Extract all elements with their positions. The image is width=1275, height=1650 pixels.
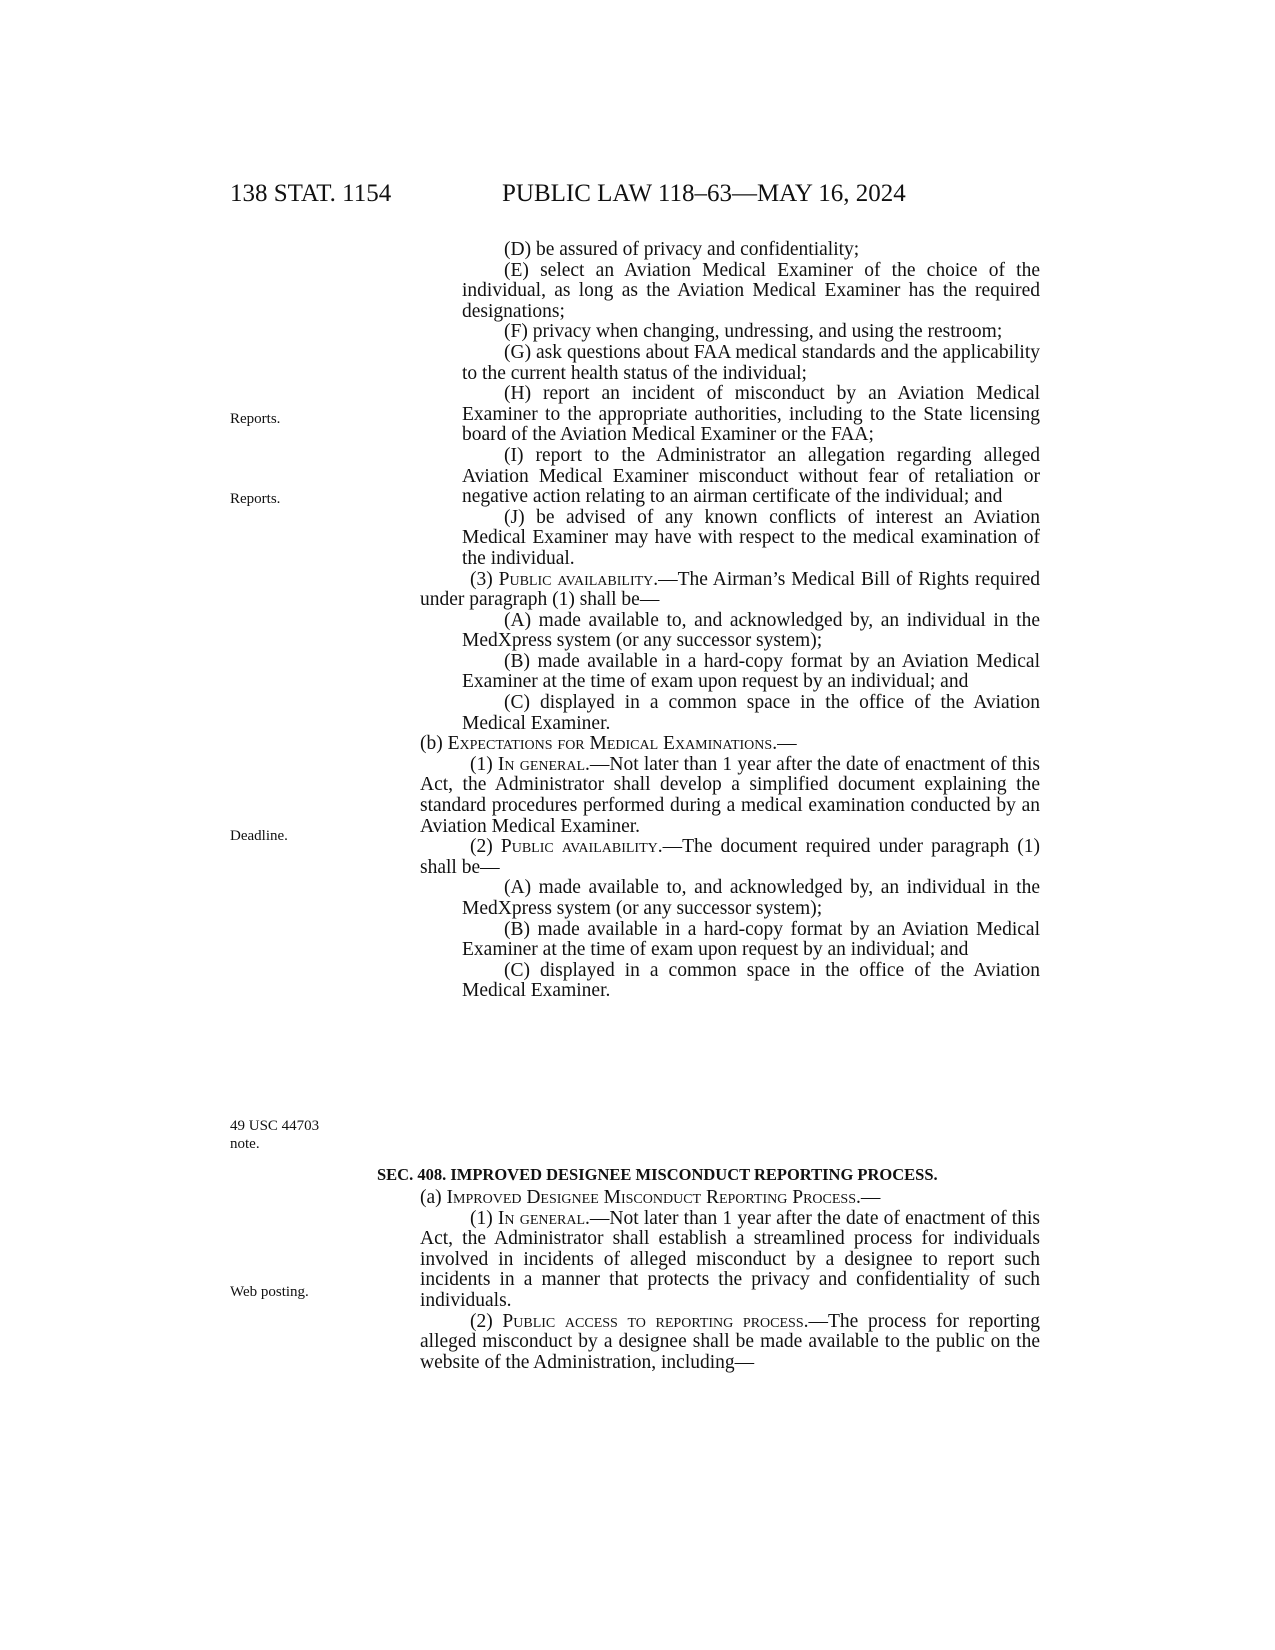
running-header: PUBLIC LAW 118–63—MAY 16, 2024 <box>502 180 906 207</box>
subparagraph-j: (J) be advised of any known conflicts of interest an Aviation Medical Examiner may have with respect to the medical examination of the individual. <box>462 506 1040 569</box>
paragraph-text: .—The Airman’s Medical Bill of Rights required under paragraph (1) shall be— <box>420 568 1040 611</box>
subparagraph-c: (C) displayed in a common space in the office of the Aviation Medical Examiner. <box>462 692 1040 734</box>
subsection-b-heading <box>420 734 1040 755</box>
side-note-usc-citation <box>230 1117 319 1153</box>
paragraph-heading: Public availability <box>500 836 658 858</box>
subparagraph-b: (B) made available in a hard-copy format by an Aviation Medical Examiner at the time of exam upon request by an individual; and <box>462 650 1040 693</box>
section-408-heading: SEC. 408. IMPROVED DESIGNEE MISCONDUCT REPORTING PROCESS. <box>377 1165 938 1184</box>
subparagraph-c: (C) displayed in a common space in the office of the Aviation Medical Examiner. <box>462 959 1040 1002</box>
subsection-number: (a) <box>420 1187 447 1208</box>
paragraph-number: (2) <box>470 1310 503 1332</box>
usc-citation-line: 49 USC 44703 <box>230 1118 320 1134</box>
paragraph-1-in-general <box>420 1209 1040 1312</box>
paragraph-text: .—Not later than 1 year after the date of enactment of this Act, the Administrator shall establish a streamlined process for individuals involved in incidents of alleged misconduct by a designee to report such incidents in a manner that protects the privacy and confidentiality of such individuals. <box>420 1207 1040 1311</box>
paragraph-number: (3) <box>470 568 499 590</box>
paragraph-text: .—The document required under paragraph (1) shall be— <box>420 836 1040 878</box>
paragraph-number: (1) <box>470 753 498 775</box>
paragraph-number: (1) <box>470 1207 498 1229</box>
statute-page-number: 138 STAT. 1154 <box>230 180 392 207</box>
subparagraph-f: (F) privacy when changing, undressing, and using the restroom; <box>504 321 1003 343</box>
side-note-deadline: Deadline. <box>230 828 288 844</box>
paragraph-heading: Public access to reporting process <box>502 1310 804 1332</box>
main-text-column <box>420 240 1040 1002</box>
subsection-suffix: .— <box>772 733 797 755</box>
paragraph-text: .—Not later than 1 year after the date of enactment of this Act, the Administrator shall develop a simplified document explaining the standard procedures performed during a medical examination conducted by an Aviation Medical Examiner. <box>420 753 1040 837</box>
paragraph-1-in-general <box>420 755 1040 837</box>
subsection-a-heading <box>420 1188 1040 1209</box>
paragraph-number: (2) <box>470 836 501 858</box>
paragraph-text: .—The process for reporting alleged misconduct by a designee shall be made available to the public on the website of the Administration, including— <box>420 1310 1040 1373</box>
subsection-heading: Improved Designee Misconduct Reporting Process <box>446 1187 856 1208</box>
section-408-text <box>420 1188 1040 1373</box>
subsection-heading: Expectations for Medical Examinations <box>447 733 773 755</box>
usc-citation-line: note. <box>230 1136 260 1152</box>
paragraph-heading: In general <box>497 1207 586 1229</box>
subsection-number: (b) <box>420 733 448 755</box>
paragraph-heading: Public availability <box>498 568 654 590</box>
subsection-suffix: .— <box>855 1187 881 1208</box>
paragraph-2-public-availability <box>420 837 1040 878</box>
subparagraph-a: (A) made available to, and acknowledged by, an individual in the MedXpress system (or any successor system); <box>462 609 1040 652</box>
paragraph-heading: In general <box>497 753 586 775</box>
subparagraph-d: (D) be assured of privacy and confidentiality; <box>504 239 860 260</box>
subparagraph-e: (E) select an Aviation Medical Examiner of the choice of the individual, as long as the Aviation Medical Examiner has the required designations; <box>462 259 1040 322</box>
subparagraph-h: (H) report an incident of misconduct by an Aviation Medical Examiner to the appropriate authorities, including to the State licensing board of the Aviation Medical Examiner or the FAA; <box>462 383 1040 446</box>
side-note-reports: Reports. <box>230 411 281 427</box>
subparagraph-i: (I) report to the Administrator an allegation regarding alleged Aviation Medical Examiner misconduct without fear of retaliation or negative action relating to an airman certificate of the individual; and <box>462 444 1040 508</box>
paragraph-3-public-availability <box>420 570 1040 611</box>
subparagraph-g: (G) ask questions about FAA medical standards and the applicability to the current health status of the individual; <box>462 341 1040 384</box>
side-note-reports: Reports. <box>230 491 281 507</box>
subparagraph-b: (B) made available in a hard-copy format by an Aviation Medical Examiner at the time of exam upon request by an individual; and <box>462 918 1040 961</box>
paragraph-2-public-access <box>420 1312 1040 1374</box>
subparagraph-a: (A) made available to, and acknowledged by, an individual in the MedXpress system (or any successor system); <box>462 877 1040 919</box>
side-note-web-posting: Web posting. <box>230 1284 309 1300</box>
